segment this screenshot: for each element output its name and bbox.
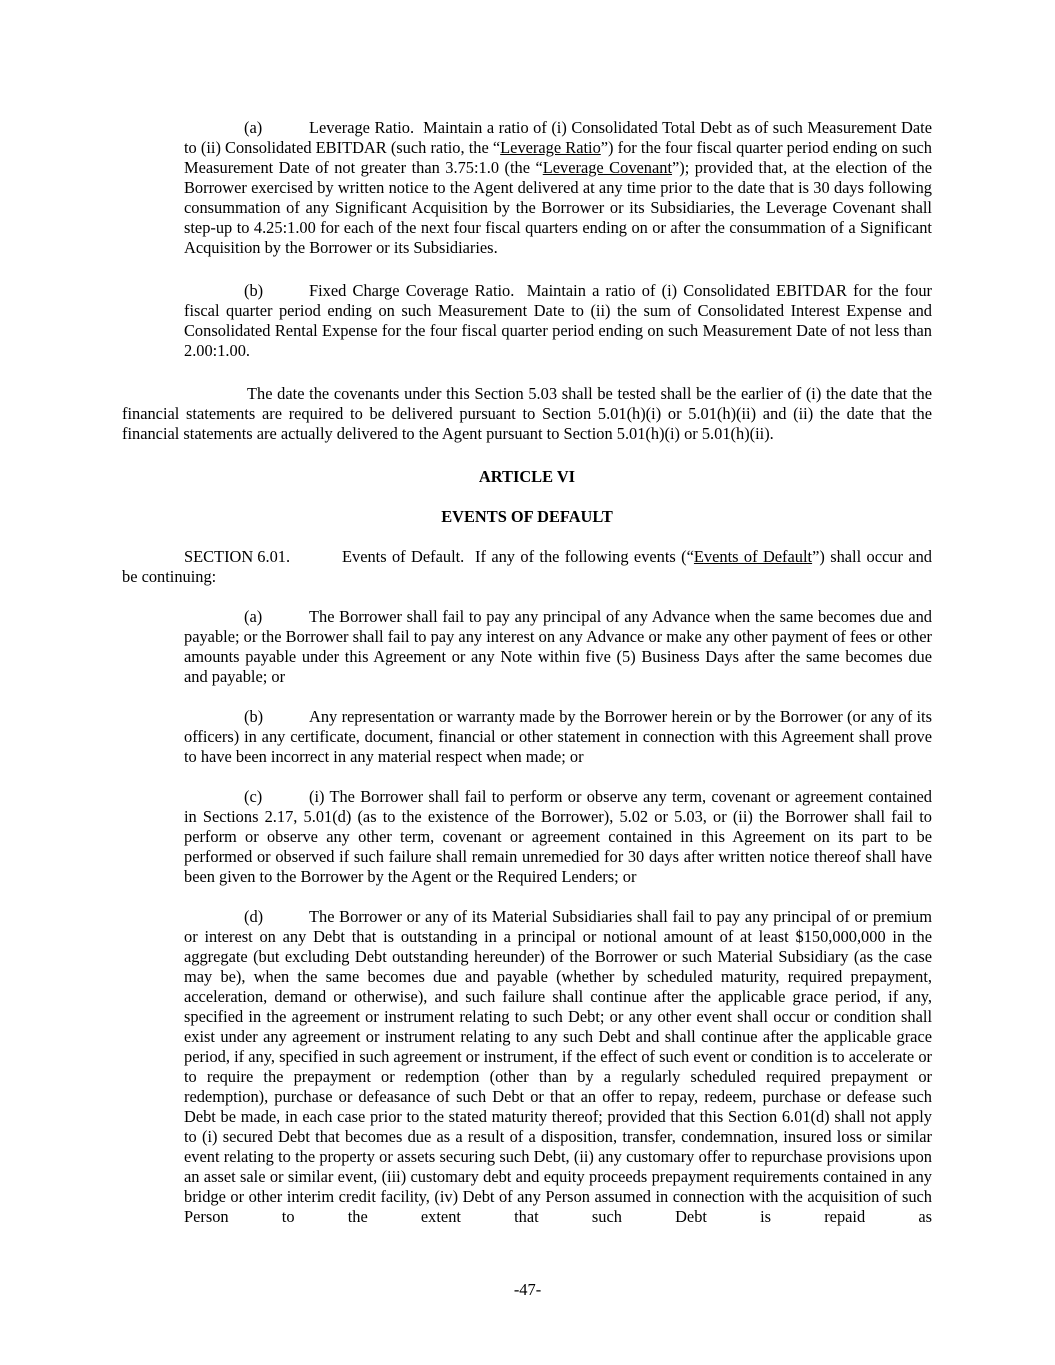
paragraph-label: (b) xyxy=(244,281,264,300)
page-number: -47- xyxy=(513,1280,542,1299)
paragraph-text: ”) for the four fiscal quarter period ending on such Measurement Date of not greater than 3.75:1.0 (the “ xyxy=(184,138,932,177)
paragraph-text: The date the covenants under this Section 5.03 shall be tested shall be the earlier of (i) the date that the financial statements are required to be delivered pursuant to Section 5.01(h)(i) or 5.01(h)(ii) and (ii) the date that the financial statements are actually delivered to the Agent pursuant to Section 5.01(h)(i) or 5.01(h)(ii). xyxy=(122,384,932,443)
paragraph-section-601-intro xyxy=(122,547,932,587)
paragraph-label: (d) xyxy=(244,907,264,926)
paragraph-601-b xyxy=(184,707,932,767)
paragraph-text: ”); provided that, at the election of the Borrower exercised by written notice to the Agent delivered at any time prior to the date that is 30 days following consummation of any Significant Acquisition by the Borrower or its Subsidiaries, the Leverage Covenant shall step-up to 4.25:1.00 for each of the next four fiscal quarters ending on or after the consummation of a Significant Acquisition by the Borrower or its Subsidiaries. xyxy=(184,158,932,257)
defined-term-events-of-default: Events of Default xyxy=(693,547,813,566)
article-number: ARTICLE VI xyxy=(478,467,576,486)
paragraph-label: (a) xyxy=(244,607,263,626)
paragraph-text: Leverage Ratio. Maintain a ratio of (i) Consolidated Total Debt as of such Measurement Date to (ii) Consolidated EBITDAR (such ratio, the “ xyxy=(184,118,932,157)
paragraph-601-d xyxy=(184,907,932,1227)
article-title: EVENTS OF DEFAULT xyxy=(441,507,613,526)
paragraph-label: (b) xyxy=(244,707,264,726)
paragraph-text: Events of Default. If any of the following events (“ xyxy=(342,547,694,566)
paragraph-text: The Borrower shall fail to pay any principal of any Advance when the same becomes due and payable; or the Borrower shall fail to pay any interest on any Advance or make any other payment of fees or other amounts payable under this Agreement or any Note within five (5) Business Days after the same becomes due and payable; or xyxy=(184,607,932,686)
paragraph-text: Any representation or warranty made by the Borrower herein or by the Borrower (or any of its officers) in any certificate, document, financial or other statement in connection with this Agreement shall prove to have been incorrect in any material respect when made; or xyxy=(184,707,932,766)
paragraph-503-a xyxy=(184,118,932,258)
page-footer xyxy=(0,1280,1055,1300)
article-title-heading xyxy=(122,507,932,527)
paragraph-text: Fixed Charge Coverage Ratio. Maintain a ratio of (i) Consolidated EBITDAR for the four fiscal quarter period ending on such Measurement Date to (ii) the sum of Consolidated Interest Expense and Consolidated Rental Expense for the four fiscal quarter period ending on such Measurement Date of not less than 2.00:1.00. xyxy=(184,281,932,360)
paragraph-503-b xyxy=(184,281,932,361)
paragraph-label: (a) xyxy=(244,118,263,137)
paragraph-601-a xyxy=(184,607,932,687)
paragraph-covenant-test-date xyxy=(122,384,932,444)
defined-term-leverage-ratio: Leverage Ratio xyxy=(500,138,601,157)
section-number-label: SECTION 6.01. xyxy=(184,547,291,566)
paragraph-text: (i) The Borrower shall fail to perform or observe any term, covenant or agreement contained in Sections 2.17, 5.01(d) (as to the existence of the Borrower), 5.02 or 5.03, or (ii) the Borrower shall fail to perform or observe any other term, covenant or agreement contained in this Agreement on its part to be performed or observed if such failure shall remain unremedied for 30 days after written notice thereof shall have been given to the Borrower by the Agent or the Required Lenders; or xyxy=(184,787,932,886)
article-number-heading xyxy=(122,467,932,487)
paragraph-text: ”) shall occur and be continuing: xyxy=(122,547,932,586)
defined-term-leverage-covenant: Leverage Covenant xyxy=(542,158,673,177)
paragraph-601-c xyxy=(184,787,932,887)
paragraph-text: The Borrower or any of its Material Subsidiaries shall fail to pay any principal of or premium or interest on any Debt that is outstanding in a principal or notional amount of at least $150,000,000 in the aggregate (but excluding Debt outstanding hereunder) of the Borrower or such Material Subsidiary (as the case may be), when the same becomes due and payable (whether by scheduled maturity, required prepayment, acceleration, demand or otherwise), and such failure shall continue after the applicable grace period, if any, specified in the agreement or instrument relating to such Debt; or any other event shall occur or condition shall exist under any agreement or instrument relating to any such Debt and shall continue after the applicable grace period, if any, specified in such agreement or instrument, if the effect of such event or condition is to accelerate or to require the prepayment or redemption (other than by a regularly scheduled required prepayment or redemption), purchase or defeasance of such Debt or that an offer to repay, redeem, purchase or defease such Debt be made, in each case prior to the stated maturity thereof; provided that this Section 6.01(d) shall not apply to (i) secured Debt that becomes due as a result of a disposition, transfer, condemnation, insured loss or similar event relating to the property or assets securing such Debt, (ii) any customary offer to repurchase provisions upon an asset sale or similar event, (iii) customary debt and equity proceeds prepayment requirements contained in any bridge or other interim credit facility, (iv) Debt of any Person assumed in connection with the acquisition of such Person to the extent that such Debt is repaid as xyxy=(184,907,932,1226)
paragraph-label: (c) xyxy=(244,787,263,806)
